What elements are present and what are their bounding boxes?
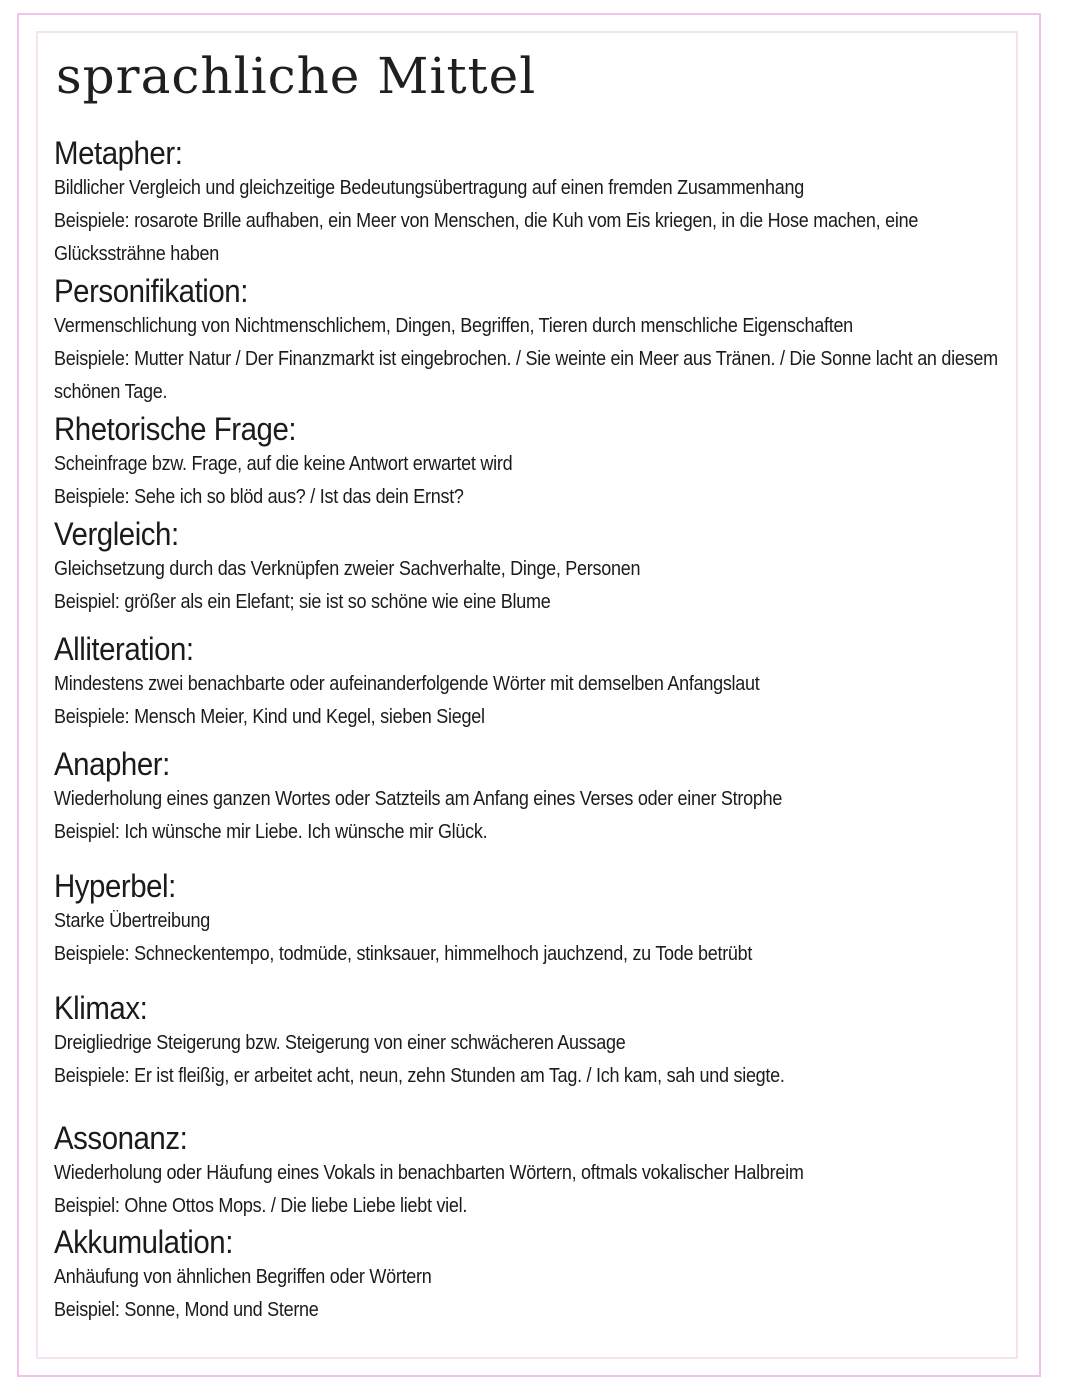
definition-line: Scheinfrage bzw. Frage, auf die keine Antwort erwartet wird (54, 453, 513, 475)
term-heading: Vergleich: (54, 516, 179, 552)
example-line: Beispiel: größer als ein Elefant; sie ist so schöne wie eine Blume (54, 591, 551, 613)
section-metapher (54, 134, 1029, 271)
definition-line: Gleichsetzung durch das Verknüpfen zweier Sachverhalte, Dinge, Personen (54, 558, 641, 580)
section-assonanz (54, 1119, 1029, 1223)
section-personifikation (54, 272, 1029, 409)
example-line: Beispiele: Mensch Meier, Kind und Kegel, sieben Siegel (54, 706, 485, 728)
term-heading: Akkumulation: (54, 1224, 233, 1260)
section-hyperbel (54, 867, 1029, 971)
term-heading: Alliteration: (54, 631, 194, 667)
definition-line: Wiederholung oder Häufung eines Vokals in benachbarten Wörtern, oftmals vokalischer Halbreim (54, 1162, 804, 1184)
definition-line: Mindestens zwei benachbarte oder aufeinanderfolgende Wörter mit demselben Anfangslaut (54, 673, 760, 695)
example-line: schönen Tage. (54, 381, 168, 403)
term-heading: Metapher: (54, 135, 183, 171)
term-heading: Hyperbel: (54, 868, 176, 904)
definition-line: Bildlicher Vergleich und gleichzeitige Bedeutungsübertragung auf einen fremden Zusammenhang (54, 177, 804, 199)
definition-line: Wiederholung eines ganzen Wortes oder Satzteils am Anfang eines Verses oder einer Strophe (54, 788, 783, 810)
example-line: Beispiele: Sehe ich so blöd aus? / Ist das dein Ernst? (54, 486, 464, 508)
definition-line: Starke Übertreibung (54, 910, 210, 932)
example-line: Beispiele: Mutter Natur / Der Finanzmarkt ist eingebrochen. / Sie weinte ein Meer aus Tränen. / Die Sonne lacht an diesem (54, 348, 998, 370)
document-body (54, 134, 1029, 1327)
term-heading: Personifikation: (54, 273, 248, 309)
example-line: Glückssträhne haben (54, 243, 219, 265)
definition-line: Anhäufung von ähnlichen Begriffen oder Wörtern (54, 1266, 432, 1288)
term-heading: Klimax: (54, 990, 148, 1026)
definition-line: Dreigliedrige Steigerung bzw. Steigerung von einer schwächeren Aussage (54, 1032, 626, 1054)
section-akkumulation (54, 1223, 1029, 1327)
definition-line: Vermenschlichung von Nichtmenschlichem, Dingen, Begriffen, Tieren durch menschliche Eigenschaften (54, 315, 853, 337)
term-heading: Rhetorische Frage: (54, 411, 297, 447)
example-line: Beispiele: Er ist fleißig, er arbeitet acht, neun, zehn Stunden am Tag. / Ich kam, sah und siegte. (54, 1065, 785, 1087)
section-rhetorische-frage (54, 410, 1029, 514)
section-alliteration (54, 630, 1029, 734)
page-title: sprachliche Mittel (56, 47, 537, 105)
example-line: Beispiele: rosarote Brille aufhaben, ein Meer von Menschen, die Kuh vom Eis kriegen, in die Hose machen, eine (54, 210, 919, 232)
term-heading: Anapher: (54, 746, 170, 782)
example-line: Beispiel: Ohne Ottos Mops. / Die liebe Liebe liebt viel. (54, 1195, 468, 1217)
example-line: Beispiel: Ich wünsche mir Liebe. Ich wünsche mir Glück. (54, 821, 488, 843)
example-line: Beispiele: Schneckentempo, todmüde, stinksauer, himmelhoch jauchzend, zu Tode betrübt (54, 943, 753, 965)
section-klimax (54, 989, 1029, 1093)
term-heading: Assonanz: (54, 1120, 188, 1156)
example-line: Beispiel: Sonne, Mond und Sterne (54, 1299, 319, 1321)
section-anapher (54, 745, 1029, 849)
section-vergleich (54, 515, 1029, 619)
